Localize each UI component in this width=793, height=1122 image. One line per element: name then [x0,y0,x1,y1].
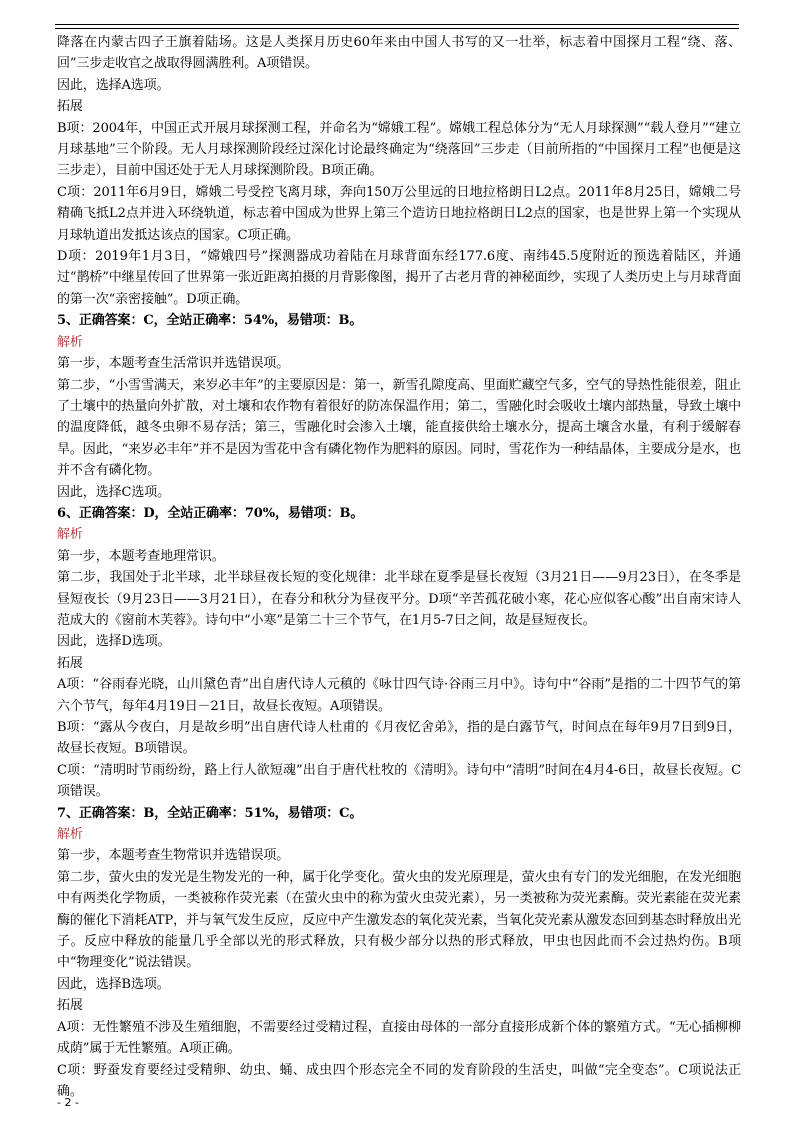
document-body [57,32,741,1102]
header-rule-bottom [55,28,739,29]
paragraph: 因此，选择B选项。 [57,976,170,992]
paragraph: 因此，选择D选项。 [57,634,171,650]
paragraph: A项：“谷雨春光晓，山川黛色青”出自唐代诗人元稹的《咏廿四气诗·谷雨三月中》。诗句中“谷雨”是指的二十四节气的第六个节气，每年4月19日－21日，故昼长夜短。A项错误。 [57,677,741,714]
analysis-label: 解析 [57,527,83,543]
answer-heading: 5、正确答案：C，全站正确率：54%，易错项：B。 [57,313,363,329]
header-rule-top [55,24,739,25]
paragraph: C项：2011年6月9日，嫦娥二号受控飞离月球，奔向150万公里远的日地拉格朗日L2点。2011年8月25日，嫦娥二号精确飞抵L2点并进入环绕轨道，标志着中国成为世界上第三个造访日地拉格朗日L2点的国家，也是世界上第一个实现从月球轨道出发抵达该点的国家。C项正确。 [57,184,741,243]
paragraph: 第二步，萤火虫的发光是生物发光的一种，属于化学变化。萤火虫的发光原理是，萤火虫有专门的发光细胞，在发光细胞中有两类化学物质，一类被称作荧光素（在萤火虫中的称为萤火虫荧光素），另一类被称为荧光素酶。荧光素能在荧光素酶的催化下消耗ATP，并与氧气发生反应，反应中产生激发态的氧化荧光素，当氧化荧光素从激发态回到基态时释放出光子。反应中释放的能量几乎全部以光的形式释放，只有极少部分以热的形式释放，甲虫也因此而不会过热灼伤。B项中“物理变化”说法错误。 [57,869,741,971]
paragraph: B项：“露从今夜白，月是故乡明”出自唐代诗人杜甫的《月夜忆舍弟》，指的是白露节气，时间点在每年9月7日到9日，故昼长夜短。B项错误。 [57,720,741,757]
paragraph: 拓展 [57,998,83,1014]
paragraph: 因此，选择A选项。 [57,77,170,93]
analysis-label: 解析 [57,827,83,843]
paragraph: D项：2019年1月3日，“嫦娥四号”探测器成功着陆在月球背面东经177.6度、南纬45.5度附近的预选着陆区，并通过“鹊桥”中继星传回了世界第一张近距离拍摄的月背影像图，揭开了古老月背的神秘面纱，实现了人类历史上与月球背面的第一次“亲密接触”。D项正确。 [57,249,741,307]
paragraph: 第一步，本题考查生活常识并选错误项。 [57,356,290,372]
paragraph: C项：野蚕发育要经过受精卵、幼虫、蛹、成虫四个形态完全不同的发育阶段的生活史，叫做“完全变态”。C项说法正确。 [57,1062,741,1099]
paragraph: 第一步，本题考查生物常识并选错误项。 [57,848,290,864]
paragraph: A项：无性繁殖不涉及生殖细胞，不需要经过受精过程，直接由母体的一部分直接形成新个体的繁殖方式。“无心插柳柳成荫”属于无性繁殖。A项正确。 [57,1019,741,1057]
page-number: - 2 - [57,1096,79,1109]
paragraph: B项：2004年，中国正式开展月球探测工程，并命名为“嫦娥工程”。嫦娥工程总体分为“无人月球探测”“载人登月”“建立月球基地”三个阶段。无人月球探测阶段经过深化讨论最终确定为“绕落回”三步走（目前所指的“中国探月工程”也便是这三步走），目前中国还处于无人月球探测阶段。B项正确。 [57,120,741,179]
paragraph: 降落在内蒙古四子王旗着陆场。这是人类探月历史60年来由中国人书写的又一壮举，标志着中国探月工程“绕、落、回”三步走收官之战取得圆满胜利。A项错误。 [57,35,741,72]
paragraph: 因此，选择C选项。 [57,484,171,500]
analysis-label: 解析 [57,334,83,350]
paragraph: 拓展 [57,99,83,115]
paragraph: 第一步，本题考查地理常识。 [57,548,225,564]
paragraph: 第二步，“小雪雪满天，来岁必丰年”的主要原因是：第一，新雪孔隙度高、里面贮藏空气多，空气的导热性能很差，阻止了土壤中的热量向外扩散，对土壤和农作物有着很好的防冻保温作用；第二，雪融化时会吸收土壤内部热量，导致土壤中的温度降低，越冬虫卵不易存活；第三，雪融化时会渗入土壤，能直接供给土壤水分，提高土壤含水量，有利于缓解春旱。因此，“来岁必丰年”并不是因为雪花中含有磷化物作为肥料的原因。同时，雪花作为一种结晶体，主要成分是水，也并不含有磷化物。 [57,377,741,479]
paragraph: 第二步，我国处于北半球，北半球昼夜长短的变化规律：北半球在夏季是昼长夜短（3月21日——9月23日），在冬季是昼短夜长（9月23日——3月21日），在春分和秋分为昼夜平分。D项“辛苦孤花破小寒，花心应似客心酸”出自南宋诗人范成大的《窗前木芙蓉》。诗句中“小寒”是第二十三个节气，在1月5-7日之间，故是昼短夜长。 [57,570,741,628]
paragraph: C项：“清明时节雨纷纷，路上行人欲短魂”出自于唐代杜牧的《清明》。诗句中“清明”时间在4月4-6日，故昼长夜短。C项错误。 [57,762,741,800]
answer-heading: 7、正确答案：B，全站正确率：51%，易错项：C。 [57,805,363,821]
paragraph: 拓展 [57,655,83,671]
answer-heading: 6、正确答案：D，全站正确率：70%，易错项：B。 [57,505,364,521]
